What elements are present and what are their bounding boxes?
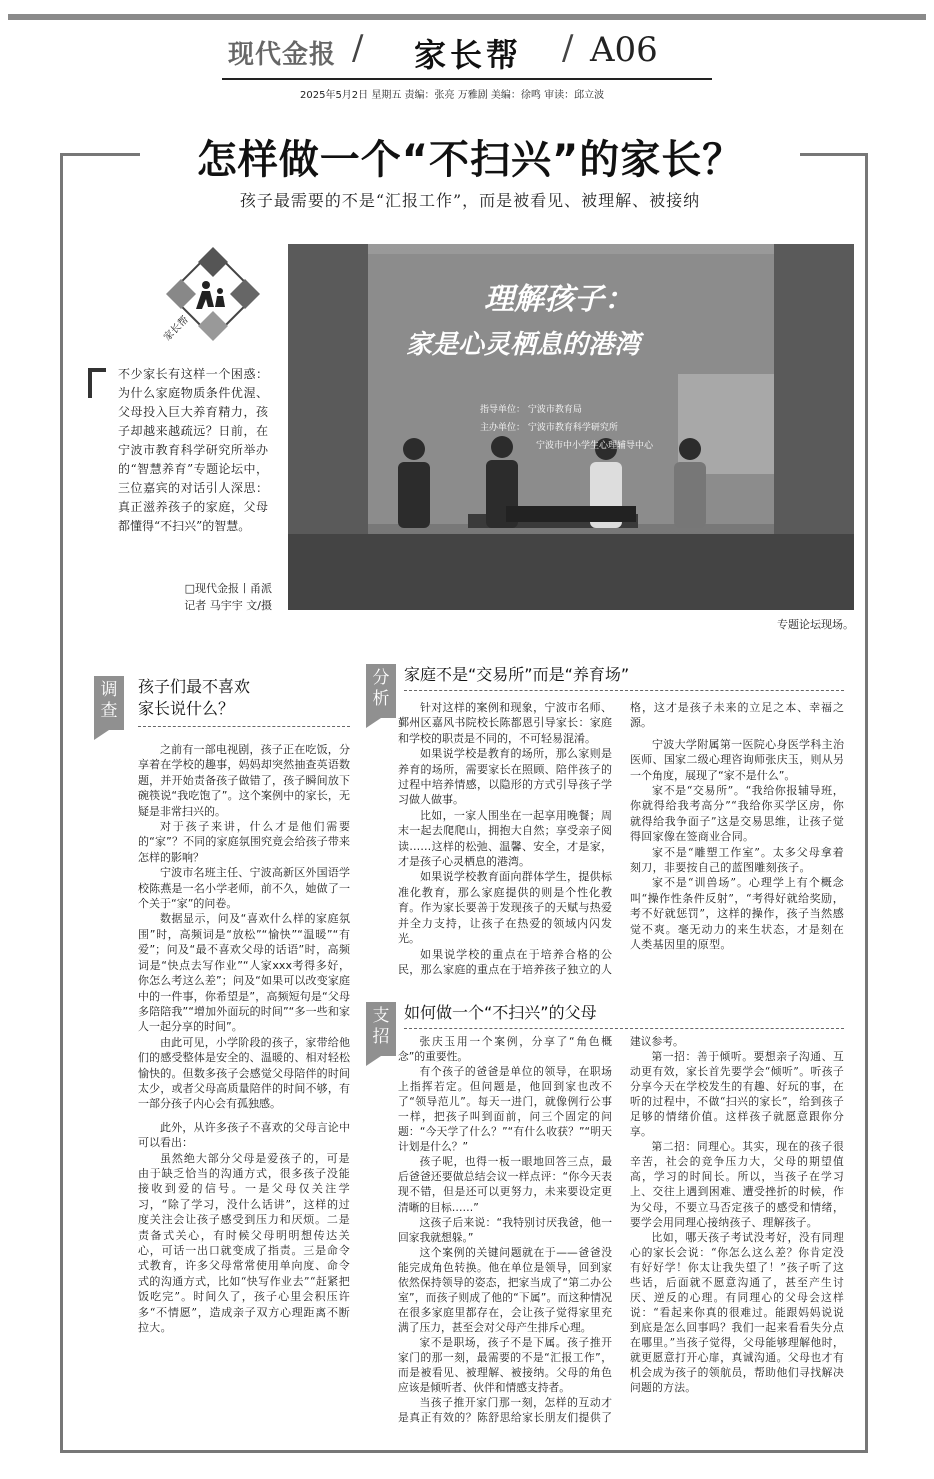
paragraph: 家不是“交易所”。“我给你报辅导班，你就得给我考高分”“我给你买学区房，你就得给我争面子”这是交易思维，让孩子觉得回家像在签商业合同。	[630, 784, 844, 844]
paragraph: 如果说学校教育面向群体学生，提供标准化教育，那么家庭提供的则是个性化教育。作为家长要善于发现孩子的天赋与热爱并全力支持，让孩子在热爱的领域内闪发光。	[398, 870, 612, 946]
paragraph: 如果说学校是教育的场所，那么家则是养育的场所，需要家长在照顾、陪伴孩子的过程中培养情感，以隐形的方式引导孩子学习做人做事。	[398, 747, 612, 807]
paragraph: 比如，一家人围坐在一起享用晚餐；周末一起去爬爬山，拥抱大自然；享受亲子阅读……这样的松弛、温馨、安全，才是家，才是孩子心灵栖息的港湾。	[398, 808, 612, 869]
analysis-heading: 家庭不是“交易所”而是“养育场”	[404, 665, 630, 684]
intro-text: 不少家长有这样一个困惑：为什么家庭物质条件优渥、父母投入巨大养育精力，孩子却越来越疏远？日前，在宁波市教育科学研究所举办的“智慧养育”专题论坛中，三位嘉宾的对话引人深思：真正滋养孩子的家庭，父母都懂得“不扫兴”的智慧。	[118, 367, 268, 533]
paragraph: 第一招：善于倾听。要想亲子沟通、互动更有效，家长首先要学会“倾听”。听孩子分享今天在学校发生的有趣、好玩的事，在听的过程中，不做“扫兴的家长”，给到孩子足够的情绪价值。这样孩子就愿意跟你分享。	[630, 1050, 844, 1139]
photo-host-unit: 主办单位： 宁波市教育科学研究所	[480, 423, 618, 433]
photo-screen-title: 理解孩子：	[484, 282, 634, 317]
photo-guide-unit: 指导单位： 宁波市教育局	[480, 405, 582, 415]
dateline: 2025年5月2日 星期五 责编：张亮 万雅剧 美编：徐鸣 审读：邱立波	[300, 90, 605, 101]
section-tag-survey: 调查	[94, 676, 124, 730]
paragraph: 这个案例的关键问题就在于——爸爸没能完成角色转换。他在单位是领导，回到家依然保持领导的姿态，把家当成了“第二办公室”，而孩子则成了他的“下属”。而这种情况在很多家庭里都存在，会让孩子觉得家里充满了压力，甚至会对父母产生排斥心理。	[398, 1245, 612, 1334]
paragraph: 针对这样的案例和现象，宁波市名师、鄞州区嘉风书院校长陈都恩引导家长：家庭和学校的职责是不同的，不可轻易混淆。	[398, 701, 612, 745]
masthead-divider: /	[562, 28, 574, 68]
forum-photo	[288, 244, 854, 610]
survey-heading-line-2: 家长说什么？	[138, 699, 235, 718]
paragraph: 比如，哪天孩子考试没考好，没有同理心的家长会说：“你怎么这么差？你肯定没有好好学！你太让我失望了！”孩子听了这些话，后面就不愿意沟通了，甚至产生讨厌、逆反的心理。有同理心的父母会这样说：“看起来你真的很难过。能跟妈妈说说到底是怎么回事吗？我们一起来看看失分点在哪里。”当孩子觉得，父母能够理解他时，就更愿意打开心扉，真诚沟通。父母也才有机会成为孩子的领航员，帮助他们寻找解决问题的方法。	[630, 1230, 844, 1395]
paragraph: 之前有一部电视剧，孩子正在吃饭，分享着在学校的趣事，妈妈却突然抽查英语数题，并开始责备孩子做错了，孩子瞬间放下碗筷说“我吃饱了”。这个案例中的家长，无疑是非常扫兴的。	[138, 743, 350, 818]
paragraph: 家不是“训兽场”。心理学上有个概念叫“操作性条件反射”，“考得好就给奖励，考不好就惩罚”，这样的操作，孩子当然感觉不爽。毫无动力的来生状态，才是刻在人类基因里的原型。	[630, 876, 844, 952]
paragraph: 对于孩子来讲，什么才是他们需要的“家”？不同的家庭氛围究竟会给孩子带来怎样的影响？	[138, 820, 350, 864]
section-tag-support: 支招	[366, 1002, 396, 1056]
paragraph: 宁波大学附属第一医院心身医学科主治医师、国家二级心理咨询师张庆玉，则从另一个角度，展现了“家不是什么”。	[630, 737, 844, 782]
article-subtitle: 孩子最需要的不是“汇报工作”，而是被看见、被理解、被接纳	[239, 191, 701, 210]
paper-name: 现代金报	[228, 40, 337, 70]
paragraph: 孩子呢，也得一板一眼地回答三点，最后爸爸还要做总结会议一样点评：“你今天表现不错，但是还可以更努力，未来要设定更清晰的目标……”	[398, 1155, 612, 1214]
byline	[150, 580, 272, 614]
paragraph: 数据显示，问及“喜欢什么样的家庭氛围”时，高频词是“放松”“愉快”“温暖”“有爱”；问及“最不喜欢父母的话语”时，高频词是“快点去写作业”“人家xxx考得多好，你怎么考这么差”；问及“如果可以改变家庭中的一件事，你希望是”，高频短句是“父母多陪陪我”“增加外面玩的时间”“多一些和家人一起分享的时间”。	[138, 912, 350, 1034]
paragraph: 这孩子后来说：“我特别讨厌我爸，他一回家我就想躲。”	[398, 1215, 612, 1244]
masthead-rule	[222, 78, 712, 80]
top-rule	[8, 14, 926, 20]
article-title: 怎样做一个“不扫兴”的家长？	[196, 137, 744, 183]
masthead-divider: /	[352, 28, 364, 68]
photo-center-unit: 宁波市中小学生心理辅导中心	[536, 441, 654, 451]
support-heading-rule	[404, 1028, 844, 1029]
photo-caption: 专题论坛现场。	[777, 618, 854, 631]
analysis-heading-rule	[404, 690, 844, 691]
paragraph: 有个孩子的爸爸是单位的领导，在职场上指挥若定。但问题是，他回到家也改不了“领导范儿”。每天一进门，就像例行公事一样，把孩子叫到面前，问三个固定的问题：“今天学了什么？”“有什么收获？”“明天计划是什么？”	[398, 1065, 612, 1154]
analysis-body	[398, 700, 844, 1030]
paragraph: 张庆玉用一个案例，分享了“角色概念”的重要性。	[398, 1035, 612, 1064]
survey-heading	[138, 676, 338, 720]
paragraph: 家不是“雕塑工作室”。太多父母拿着刻刀，非要按自己的蓝图雕刻孩子。	[630, 845, 844, 875]
intro-bracket	[88, 368, 106, 398]
byline-author: 记者 马宇宇 文/摄	[184, 599, 272, 612]
paragraph: 虽然绝大部分父母是爱孩子的，可是由于缺乏恰当的沟通方式，很多孩子没能接收到爱的信号。一是父母仅关注学习，“除了学习，没什么话讲”，这样的过度关注会让孩子感受到压力和厌烦。二是责备式关心，有时候父母明明想传达关心，可话一出口就变成了指责。三是命令式教育，许多父母常常使用单向度、命令式的沟通方式，比如“快写作业去”“赶紧把饭吃完”。时间久了，孩子心里会积压许多“不情愿”，造成亲子双方心理距离不断拉大。	[138, 1151, 350, 1335]
logo-caption: 家长帮	[161, 314, 191, 344]
page-number: A06	[590, 30, 658, 70]
paragraph: 当孩子推开家门那一刻，怎样的互动才是真正有效的？陈舒思给家长朋友们提供了建议参考。	[398, 1035, 684, 1425]
paragraph: 如果说学校的重点在于培养合格的公民，那么家庭的重点在于培养孩子独立的人格，这才是孩子未来的立足之本、幸福之源。	[398, 701, 844, 976]
paragraph: 第二招：同理心。其实，现在的孩子很辛苦，社会的竞争压力大，父母的期望值高，学习的时间长。所以，当孩子在学习上、交往上遇到困难、遭受挫折的时候，作为父母，不要立马否定孩子的感受和情绪，要学会用同理心接纳孩子、理解孩子。	[630, 1140, 844, 1229]
paragraph: 家不是职场，孩子不是下属。孩子推开家门的那一刻，最需要的不是“汇报工作”，而是被看见、被理解、被接纳。父母的角色应该是倾听者、伙伴和情感支持者。	[398, 1335, 612, 1395]
byline-source: □现代金报丨甬派	[184, 582, 272, 595]
survey-heading-line-1: 孩子们最不喜欢	[138, 677, 251, 696]
section-name: 家长帮	[414, 36, 523, 74]
photo-screen-subtitle: 家是心灵栖息的港湾	[406, 330, 641, 360]
paragraph: 由此可见，小学阶段的孩子，家带给他们的感受整体是安全的、温暖的、相对轻松愉快的。但数多孩子会感觉父母陪伴的时间太少，或者父母高质量陪伴的时间不够，有一部分孩子内心会有孤独感。	[138, 1035, 350, 1111]
paragraph: 此外，从许多孩子不喜欢的父母言论中可以看出：	[138, 1120, 350, 1150]
support-body	[398, 1034, 844, 1444]
support-heading: 如何做一个“不扫兴”的父母	[404, 1003, 597, 1022]
survey-heading-rule	[138, 726, 350, 727]
section-tag-analysis: 分析	[366, 664, 396, 718]
paragraph: 宁波市名班主任、宁波高新区外国语学校陈燕是一名小学老师，前不久，她做了一个关于“家”的问卷。	[138, 866, 350, 911]
survey-body	[138, 742, 350, 1335]
